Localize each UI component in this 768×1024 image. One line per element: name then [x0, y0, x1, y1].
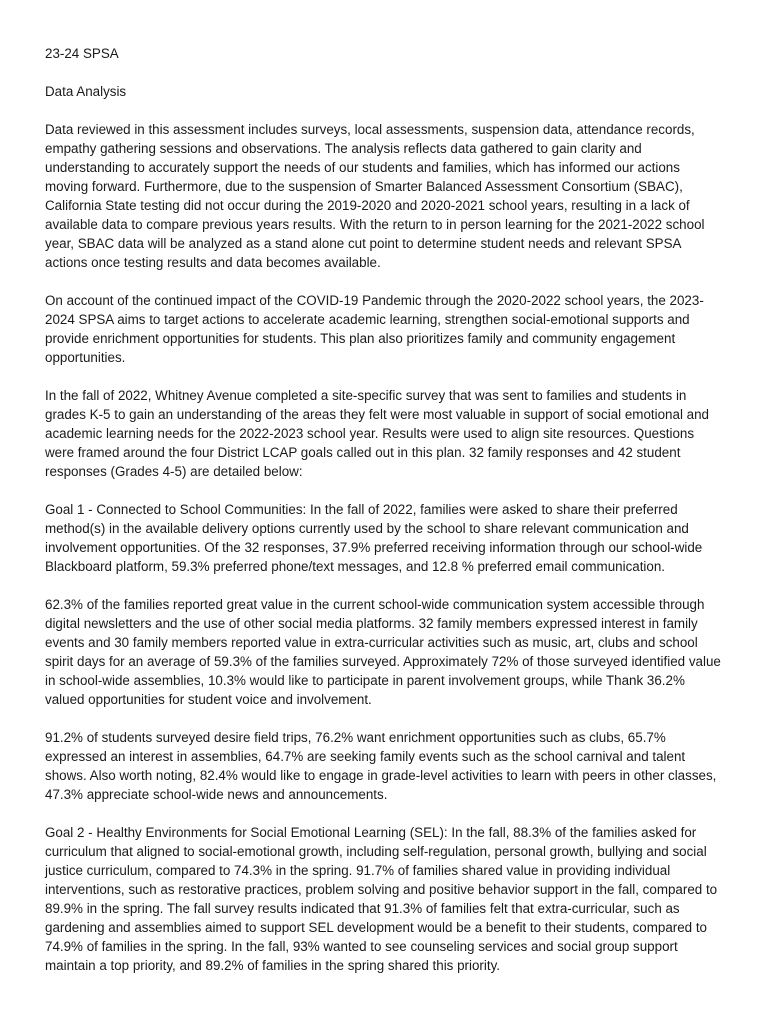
paragraph-goal-2: Goal 2 - Healthy Environments for Social Emotional Learning (SEL): In the fall, 88.3% of the families asked for curriculum that aligned to social-emotional growth, including self-regulation, personal growth, bullying and social justice curriculum, compared to 74.3% in the spring. 91.7% of families shared value in providing individual interventions, such as restorative practices, problem solving and positive behavior support in the fall, compared to 89.9% in the spring. The fall survey results indicated that 91.3% of families felt that extra-curricular, such as gardening and assemblies aimed to support SEL development would be a benefit to their students, compared to 74.9% of families in the spring. In the fall, 93% wanted to see counseling services and social group support maintain a top priority, and 89.2% of families in the spring shared this priority.	[45, 825, 718, 973]
paragraph-data-reviewed: Data reviewed in this assessment includes surveys, local assessments, suspension data, attendance records, empathy gathering sessions and observations. The analysis reflects data gathered to gain clarity and understanding to accurately support the needs of our students and families, which has informed our actions moving forward. Furthermore, due to the suspension of Smarter Balanced Assessment Consortium (SBAC), California State testing did not occur during the 2019-2020 and 2020-2021 school years, resulting in a lack of available data to compare previous years results. With the return to in person learning for the 2021-2022 school year, SBAC data will be analyzed as a stand alone cut point to determine student needs and relevant SPSA actions once testing results and data becomes available.	[45, 122, 705, 270]
document-header: 23-24 SPSA	[45, 46, 119, 61]
paragraph-covid-impact: On account of the continued impact of the COVID-19 Pandemic through the 2020-2022 school years, the 2023-2024 SPSA aims to target actions to accelerate academic learning, strengthen social-emotional supports and provide enrichment opportunities for students. This plan also prioritizes family and community engagement opportunities.	[45, 293, 704, 365]
paragraph-student-survey: 91.2% of students surveyed desire field trips, 76.2% want enrichment opportunities such as clubs, 65.7% expressed an interest in assemblies, 64.7% are seeking family events such as the school carnival and talent shows. Also worth noting, 82.4% would like to engage in grade-level activities to learn with peers in other classes, 47.3% appreciate school-wide news and announcements.	[45, 730, 717, 802]
paragraph-site-survey: In the fall of 2022, Whitney Avenue completed a site-specific survey that was sent to families and students in grades K-5 to gain an understanding of the areas they felt were most valuable in support of social emotional and academic learning needs for the 2022-2023 school year. Results were used to align site resources. Questions were framed around the four District LCAP goals called out in this plan. 32 family responses and 42 student responses (Grades 4-5) are detailed below:	[45, 388, 709, 479]
paragraph-family-communication: 62.3% of the families reported great value in the current school-wide communication system accessible through digital newsletters and the use of other social media platforms. 32 family members expressed interest in family events and 30 family members reported value in extra-curricular activities such as music, art, clubs and school spirit days for an average of 59.3% of the families surveyed. Approximately 72% of those surveyed identified value in school-wide assemblies, 10.3% would like to participate in parent involvement groups, while Thank 36.2% valued opportunities for student voice and involvement.	[45, 597, 721, 707]
paragraph-goal-1: Goal 1 - Connected to School Communities: In the fall of 2022, families were asked to share their preferred method(s) in the available delivery options currently used by the school to share relevant communication and involvement opportunities. Of the 32 responses, 37.9% preferred receiving information through our school-wide Blackboard platform, 59.3% preferred phone/text messages, and 12.8 % preferred email communication.	[45, 502, 703, 574]
section-title: Data Analysis	[45, 84, 127, 99]
document-page	[45, 44, 725, 994]
